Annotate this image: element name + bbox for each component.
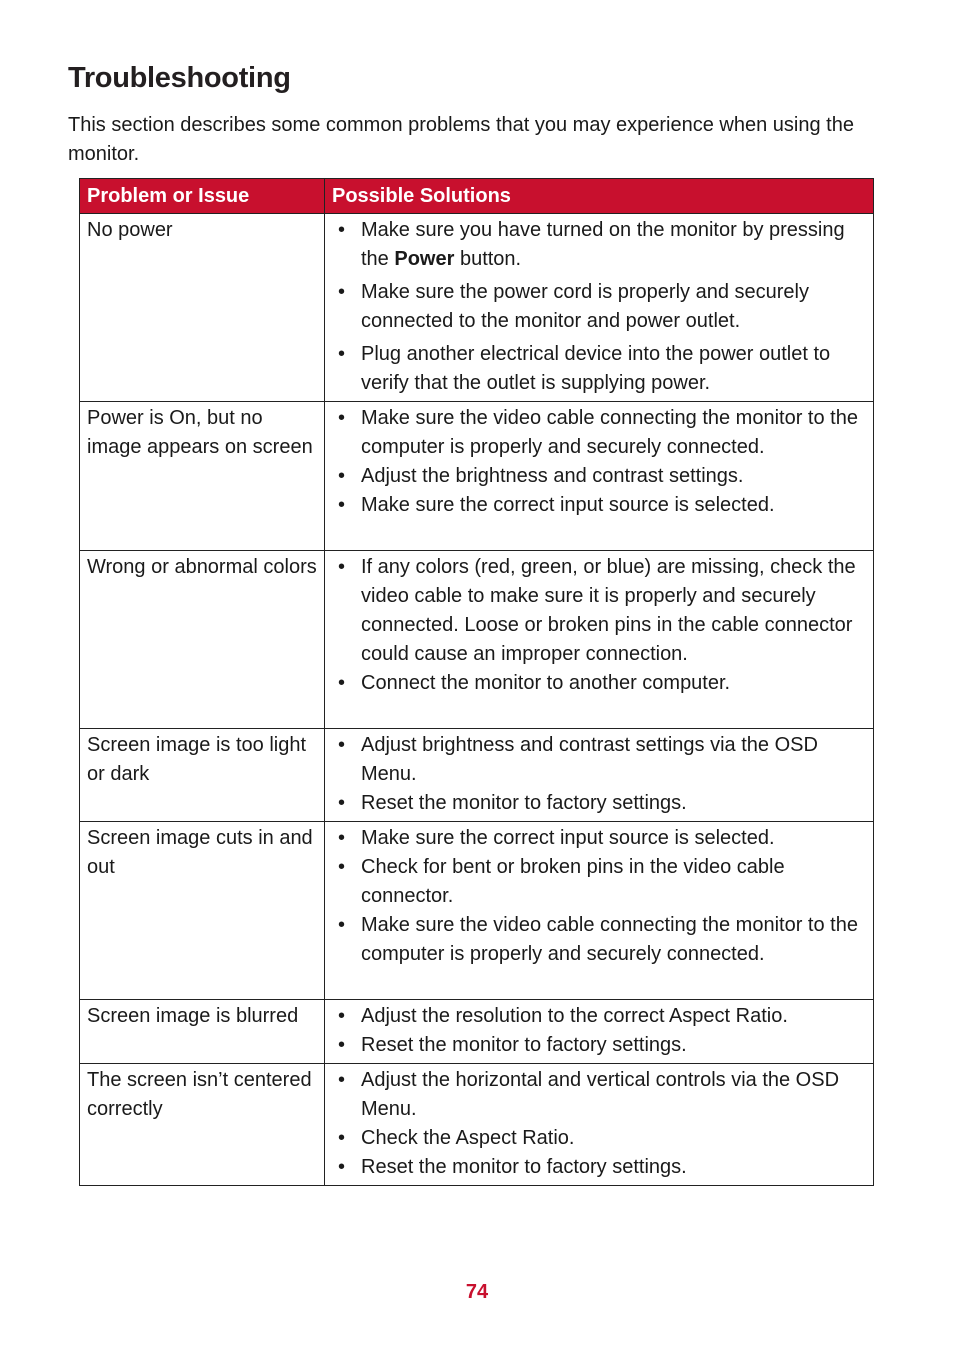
solution-text: Adjust the brightness and contrast settings. bbox=[361, 465, 744, 487]
table-row bbox=[80, 402, 874, 551]
solution-item bbox=[337, 278, 863, 336]
solution-item bbox=[337, 789, 863, 818]
solution-item bbox=[337, 491, 863, 520]
page-title: Troubleshooting bbox=[68, 62, 291, 94]
solution-item bbox=[337, 404, 863, 462]
table-row bbox=[80, 1064, 874, 1186]
solution-list bbox=[337, 731, 863, 818]
solutions-cell bbox=[325, 214, 874, 402]
solutions-cell bbox=[325, 402, 874, 551]
solution-text: Adjust the horizontal and vertical controls via the OSD Menu. bbox=[361, 1069, 840, 1120]
solution-text: Connect the monitor to another computer. bbox=[361, 672, 731, 694]
solution-text: Check the Aspect Ratio. bbox=[361, 1127, 575, 1149]
solution-text: Make sure the video cable connecting the monitor to the computer is properly and securely connected. bbox=[361, 407, 858, 458]
table-row bbox=[80, 1000, 874, 1064]
solution-item bbox=[337, 1066, 863, 1124]
header-solutions: Possible Solutions bbox=[325, 179, 874, 214]
solution-list bbox=[337, 404, 863, 520]
problem-cell: Screen image cuts in and out bbox=[80, 822, 325, 1000]
table-row bbox=[80, 822, 874, 1000]
solution-text: Reset the monitor to factory settings. bbox=[361, 1034, 687, 1056]
solution-text: Reset the monitor to factory settings. bbox=[361, 1156, 687, 1178]
problem-cell: No power bbox=[80, 214, 325, 402]
problem-cell: Power is On, but no image appears on screen bbox=[80, 402, 325, 551]
solution-text: Reset the monitor to factory settings. bbox=[361, 792, 687, 814]
solution-item bbox=[337, 824, 863, 853]
power-button-label: Power bbox=[394, 248, 455, 270]
solution-text: Make sure the correct input source is selected. bbox=[361, 494, 775, 516]
table-row bbox=[80, 729, 874, 822]
table-row bbox=[80, 214, 874, 402]
table-row bbox=[80, 551, 874, 729]
solution-item bbox=[337, 731, 863, 789]
solution-list bbox=[337, 1002, 863, 1060]
solution-text: If any colors (red, green, or blue) are missing, check the video cable to make sure it is properly and securely connected. Loose or broken pins in the cable connector could cause an improper connection. bbox=[361, 556, 856, 665]
solution-text: Plug another electrical device into the power outlet to verify that the outlet is supplying power. bbox=[361, 343, 831, 394]
solutions-cell bbox=[325, 729, 874, 822]
solution-text: Make sure the video cable connecting the monitor to the computer is properly and securely connected. bbox=[361, 914, 858, 965]
solution-text: Make sure you have turned on the monitor by pressing the bbox=[361, 219, 845, 270]
solution-item bbox=[337, 340, 863, 398]
solution-item bbox=[337, 1031, 863, 1060]
solution-item bbox=[337, 462, 863, 491]
solution-item bbox=[337, 853, 863, 911]
table-header-row bbox=[80, 179, 874, 214]
solution-list bbox=[337, 553, 863, 698]
solutions-cell bbox=[325, 1064, 874, 1186]
problem-cell: Wrong or abnormal colors bbox=[80, 551, 325, 729]
header-problem: Problem or Issue bbox=[80, 179, 325, 214]
solution-item bbox=[337, 1153, 863, 1182]
troubleshooting-table bbox=[79, 178, 874, 1186]
page-number: 74 bbox=[465, 1281, 489, 1303]
solution-text: Make sure the power cord is properly and securely connected to the monitor and power outlet. bbox=[361, 281, 809, 332]
problem-cell: The screen isn’t centered correctly bbox=[80, 1064, 325, 1186]
solution-text: Make sure the correct input source is selected. bbox=[361, 827, 775, 849]
solution-list bbox=[337, 1066, 863, 1182]
solution-item bbox=[337, 1002, 863, 1031]
solution-item bbox=[337, 1124, 863, 1153]
solution-item bbox=[337, 669, 863, 698]
solutions-cell bbox=[325, 551, 874, 729]
problem-cell: Screen image is too light or dark bbox=[80, 729, 325, 822]
solution-list bbox=[337, 824, 863, 969]
solution-text-end: button. bbox=[454, 248, 522, 270]
solution-text: Adjust the resolution to the correct Aspect Ratio. bbox=[361, 1005, 788, 1027]
solution-text: Adjust brightness and contrast settings via the OSD Menu. bbox=[361, 734, 818, 785]
solution-item bbox=[337, 553, 863, 669]
solution-text: Check for bent or broken pins in the video cable connector. bbox=[361, 856, 785, 907]
solution-list bbox=[337, 216, 863, 398]
solutions-cell bbox=[325, 1000, 874, 1064]
intro-paragraph: This section describes some common problems that you may experience when using the monitor. bbox=[68, 114, 854, 165]
solution-item bbox=[337, 216, 863, 274]
solution-item bbox=[337, 911, 863, 969]
solutions-cell bbox=[325, 822, 874, 1000]
problem-cell: Screen image is blurred bbox=[80, 1000, 325, 1064]
